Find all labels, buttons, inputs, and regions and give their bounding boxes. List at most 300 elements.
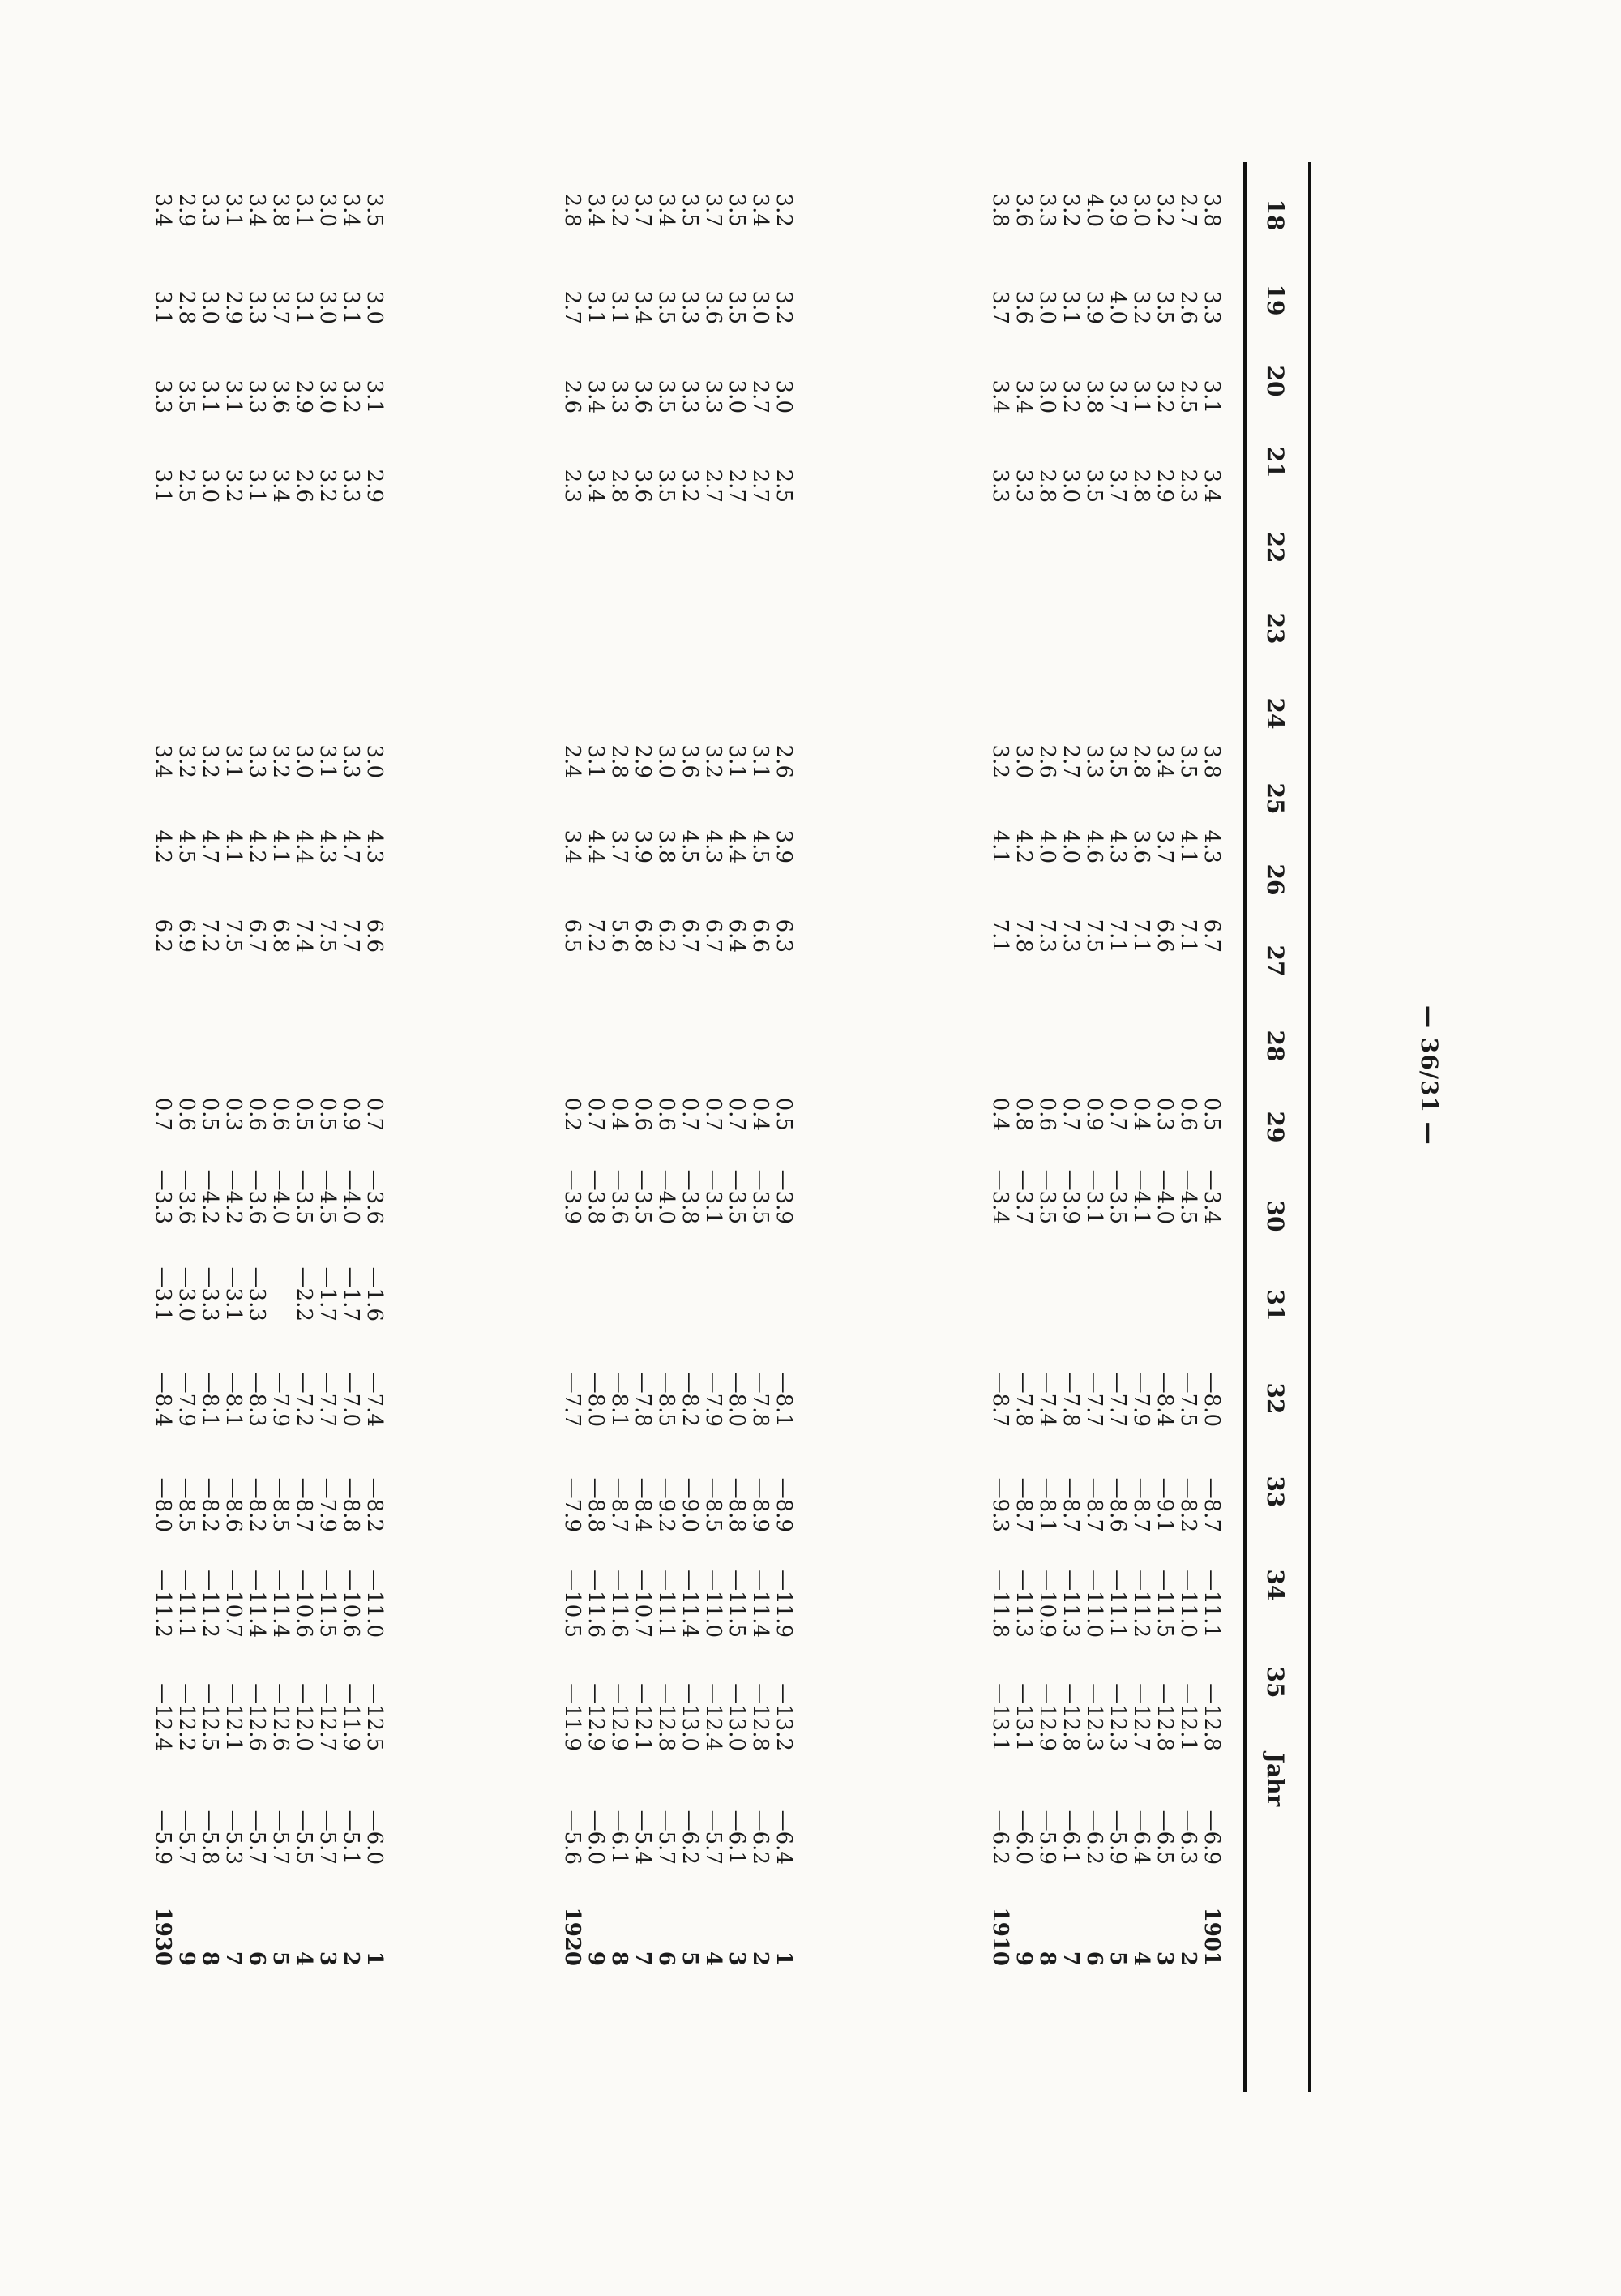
table-cell: 3.2 (772, 290, 796, 324)
table-cell: 3.3 (678, 290, 702, 324)
table-cell: —5.3 (221, 1810, 246, 1865)
column-header-29: 29 (1262, 1111, 1289, 1143)
table-cell: 3.1 (315, 744, 340, 778)
table-cell: 3.3 (245, 744, 269, 778)
table-cell: 3.1 (198, 379, 222, 413)
table-cell: —12.9 (1035, 1683, 1059, 1751)
table-cell: —4.5 (315, 1169, 340, 1224)
table-cell: 2.8 (174, 290, 199, 324)
table-cell: 6.7 (678, 919, 702, 953)
table-cell: —8.7 (292, 1477, 316, 1532)
table-cell: —8.9 (748, 1477, 772, 1532)
table-cell: —6.5 (1153, 1810, 1177, 1865)
column-header-30: 30 (1262, 1200, 1289, 1232)
table-cell: 0.4 (988, 1097, 1012, 1131)
table-cell: 2.8 (560, 193, 584, 227)
table-cell: 3.2 (1153, 379, 1177, 413)
table-cell: 0.6 (654, 1097, 678, 1131)
table-cell: 0.5 (1200, 1097, 1224, 1131)
table-cell: —12.1 (631, 1683, 655, 1751)
table-cell: —12.2 (174, 1683, 199, 1751)
table-cell: 7.1 (1129, 919, 1153, 953)
table-cell: —11.3 (1059, 1570, 1083, 1638)
table-cell: —13.0 (725, 1683, 749, 1751)
table-cell: —8.1 (607, 1372, 631, 1427)
table-cell: 3.3 (1035, 193, 1059, 227)
table-cell: 3.8 (1082, 379, 1106, 413)
table-cell: —10.6 (339, 1570, 363, 1638)
table-cell: 4.0 (1059, 829, 1083, 863)
table-cell: 3.2 (174, 744, 199, 778)
table-cell: 3.2 (268, 744, 293, 778)
table-cell-year: 5 (678, 1951, 702, 1966)
table-cell: —6.2 (678, 1810, 702, 1865)
table-cell: —8.6 (221, 1477, 246, 1532)
table-cell: —8.7 (1012, 1477, 1036, 1532)
table-cell: 3.1 (1059, 290, 1083, 324)
table-cell: —7.7 (1082, 1372, 1106, 1427)
table-cell: 3.5 (725, 290, 749, 324)
table-cell: 2.8 (1129, 744, 1153, 778)
table-cell: 2.5 (1176, 379, 1200, 413)
table-cell: 6.3 (772, 919, 796, 953)
table-cell: —6.1 (725, 1810, 749, 1865)
table-cell: 3.8 (268, 193, 293, 227)
table-cell: 3.0 (315, 193, 340, 227)
table-cell: 3.3 (607, 379, 631, 413)
table-cell: —4.0 (339, 1169, 363, 1224)
table-cell: 6.2 (151, 919, 175, 953)
table-cell: 3.0 (198, 469, 222, 503)
table-cell: 4.4 (584, 829, 608, 863)
column-header-28: 28 (1262, 1030, 1289, 1062)
table-cell: 0.9 (1082, 1097, 1106, 1131)
table-cell: 6.6 (748, 919, 772, 953)
table-cell: —3.6 (607, 1169, 631, 1224)
table-cell: 3.6 (631, 469, 655, 503)
table-cell-year: 7 (631, 1951, 655, 1966)
table-cell: 0.5 (315, 1097, 340, 1131)
table-cell: 3.2 (772, 193, 796, 227)
table-cell: 4.4 (725, 829, 749, 863)
table-cell: 3.1 (221, 379, 246, 413)
table-cell: 6.5 (560, 919, 584, 953)
table-cell: 2.4 (560, 744, 584, 778)
table-cell: 3.1 (292, 193, 316, 227)
table-cell: 3.6 (678, 744, 702, 778)
table-cell: 3.8 (988, 193, 1012, 227)
table-cell: —10.9 (1035, 1570, 1059, 1638)
table-cell: —8.4 (151, 1372, 175, 1427)
table-cell: 2.9 (1153, 469, 1177, 503)
table-cell: —11.4 (678, 1570, 702, 1638)
table-cell: 0.5 (198, 1097, 222, 1131)
table-cell: —3.5 (631, 1169, 655, 1224)
table-cell: —3.1 (1082, 1169, 1106, 1224)
table-cell: —8.0 (584, 1372, 608, 1427)
table-cell: —7.9 (560, 1477, 584, 1532)
table-cell: —3.1 (701, 1169, 725, 1224)
table-cell: —12.4 (151, 1683, 175, 1751)
table-cell: —7.9 (268, 1372, 293, 1427)
table-cell: 0.7 (678, 1097, 702, 1131)
table-cell: 0.6 (245, 1097, 269, 1131)
table-cell: 3.9 (1106, 193, 1130, 227)
column-header-23: 23 (1262, 612, 1289, 645)
table-cell: 3.1 (292, 290, 316, 324)
table-cell: 6.4 (725, 919, 749, 953)
table-cell: 6.2 (654, 919, 678, 953)
table-cell: 3.8 (1200, 744, 1224, 778)
table-cell: 3.7 (1106, 469, 1130, 503)
table-cell: 6.9 (174, 919, 199, 953)
table-cell: 3.1 (1200, 379, 1224, 413)
table-cell: 3.5 (654, 379, 678, 413)
table-cell: —7.8 (1012, 1372, 1036, 1427)
table-cell-year: 2 (339, 1951, 363, 1966)
table-cell: —12.8 (1153, 1683, 1177, 1751)
table-cell: 3.4 (151, 744, 175, 778)
table-cell: 2.5 (772, 469, 796, 503)
table-cell: 7.8 (1012, 919, 1036, 953)
table-cell-year: 4 (701, 1951, 725, 1966)
table-cell: 3.0 (654, 744, 678, 778)
table-cell: 3.7 (1153, 829, 1177, 863)
table-cell: —3.6 (245, 1169, 269, 1224)
table-cell: —3.3 (245, 1266, 269, 1321)
table-cell: —12.8 (1200, 1683, 1224, 1751)
table-cell: 2.3 (560, 469, 584, 503)
table-cell: —6.1 (607, 1810, 631, 1865)
table-cell: —7.4 (1035, 1372, 1059, 1427)
table-cell: —7.9 (315, 1477, 340, 1532)
table-cell-year: 9 (174, 1951, 199, 1966)
table-cell: —11.9 (772, 1570, 796, 1638)
table-cell: 3.9 (1082, 290, 1106, 324)
table-cell: —5.7 (315, 1810, 340, 1865)
table-cell: —8.5 (174, 1477, 199, 1532)
table-cell: 3.1 (221, 193, 246, 227)
table-cell-year: 4 (1129, 1951, 1153, 1966)
table-cell: 3.7 (701, 193, 725, 227)
table-cell: —8.1 (772, 1372, 796, 1427)
table-cell: 3.3 (1012, 469, 1036, 503)
table-cell: —12.5 (198, 1683, 222, 1751)
table-cell: 4.7 (339, 829, 363, 863)
table-cell: 3.7 (607, 829, 631, 863)
table-cell: —8.3 (245, 1372, 269, 1427)
table-cell: 3.5 (654, 290, 678, 324)
table-cell: —12.1 (1176, 1683, 1200, 1751)
table-cell: —12.4 (701, 1683, 725, 1751)
table-cell: —8.1 (221, 1372, 246, 1427)
table-cell: —3.9 (1059, 1169, 1083, 1224)
table-cell: 2.6 (1176, 290, 1200, 324)
table-cell: —12.9 (607, 1683, 631, 1751)
table-cell: 7.2 (584, 919, 608, 953)
table-cell: 3.0 (315, 379, 340, 413)
table-cell: —5.9 (1106, 1810, 1130, 1865)
table-cell: 2.6 (1035, 744, 1059, 778)
table-cell: —4.0 (268, 1169, 293, 1224)
table-cell: 6.7 (245, 919, 269, 953)
table-cell: 7.3 (1059, 919, 1083, 953)
table-cell: —8.7 (1129, 1477, 1153, 1532)
table-cell: —9.0 (678, 1477, 702, 1532)
table-cell: —3.3 (151, 1169, 175, 1224)
column-header-32: 32 (1262, 1382, 1289, 1415)
table-cell: —11.1 (174, 1570, 199, 1638)
table-cell: 4.1 (221, 829, 246, 863)
table-cell: —12.6 (245, 1683, 269, 1751)
table-cell: 3.4 (245, 193, 269, 227)
table-cell: 3.7 (268, 290, 293, 324)
table-cell: —3.1 (151, 1266, 175, 1321)
table-cell-year: 1901 (1200, 1907, 1224, 1966)
table-cell: —6.0 (362, 1810, 387, 1865)
table-cell: —4.1 (1129, 1169, 1153, 1224)
table-cell: —8.6 (1106, 1477, 1130, 1532)
table-cell: 3.3 (245, 379, 269, 413)
table-cell: 0.7 (1059, 1097, 1083, 1131)
table-cell-year: 2 (1176, 1951, 1200, 1966)
table-cell: 2.7 (701, 469, 725, 503)
table-top-rule (1308, 162, 1311, 2092)
table-cell: 0.4 (1129, 1097, 1153, 1131)
table-cell: 3.6 (1012, 193, 1036, 227)
table-cell: —6.3 (1176, 1810, 1200, 1865)
table-cell: 3.2 (678, 469, 702, 503)
table-cell: 3.4 (560, 829, 584, 863)
table-cell: 3.6 (1012, 290, 1036, 324)
table-cell: —8.2 (245, 1477, 269, 1532)
table-cell: —7.8 (748, 1372, 772, 1427)
column-header-22: 22 (1262, 531, 1289, 563)
table-cell: —5.7 (174, 1810, 199, 1865)
table-cell: 0.2 (560, 1097, 584, 1131)
table-cell: 3.0 (725, 379, 749, 413)
table-cell: 2.8 (1129, 469, 1153, 503)
table-cell: —8.7 (1082, 1477, 1106, 1532)
table-cell: 3.1 (1129, 379, 1153, 413)
table-cell: —11.0 (362, 1570, 387, 1638)
table-cell: —6.2 (1082, 1810, 1106, 1865)
table-cell: —9.3 (988, 1477, 1012, 1532)
table-cell: 5.6 (607, 919, 631, 953)
table-cell: 0.7 (362, 1097, 387, 1131)
table-cell: 7.1 (988, 919, 1012, 953)
table-cell: 3.0 (362, 744, 387, 778)
table-cell: —11.1 (1106, 1570, 1130, 1638)
table-cell: 2.7 (1176, 193, 1200, 227)
table-cell: 3.4 (631, 290, 655, 324)
table-cell: 4.2 (245, 829, 269, 863)
table-cell: 3.2 (988, 744, 1012, 778)
table-cell: 3.0 (315, 290, 340, 324)
table-cell: 6.6 (1153, 919, 1177, 953)
table-cell: 0.7 (584, 1097, 608, 1131)
table-cell-year: 8 (198, 1951, 222, 1966)
table-cell: 4.1 (268, 829, 293, 863)
table-cell: —5.1 (339, 1810, 363, 1865)
table-cell: —11.3 (1012, 1570, 1036, 1638)
table-cell: —4.0 (654, 1169, 678, 1224)
table-cell: 3.2 (1059, 379, 1083, 413)
table-cell: —11.5 (725, 1570, 749, 1638)
table-cell-year: 3 (1153, 1951, 1177, 1966)
table-cell: —6.4 (772, 1810, 796, 1865)
table-cell: 7.7 (339, 919, 363, 953)
table-cell: —11.4 (268, 1570, 293, 1638)
table-cell-year: 3 (725, 1951, 749, 1966)
table-cell: —12.1 (221, 1683, 246, 1751)
table-cell: 2.9 (174, 193, 199, 227)
table-cell: 3.3 (245, 290, 269, 324)
table-cell: 3.7 (631, 193, 655, 227)
table-cell: —6.2 (748, 1810, 772, 1865)
column-header-25: 25 (1262, 782, 1289, 815)
table-cell: 3.5 (725, 193, 749, 227)
table-cell: 0.4 (607, 1097, 631, 1131)
table-cell-year: 1920 (560, 1907, 584, 1966)
column-header-35: 35 (1262, 1666, 1289, 1698)
table-cell: 3.0 (1035, 290, 1059, 324)
table-cell: 3.4 (584, 193, 608, 227)
table-cell: —3.0 (174, 1266, 199, 1321)
table-cell: —7.8 (631, 1372, 655, 1427)
table-cell: 3.9 (631, 829, 655, 863)
table-cell: —6.0 (584, 1810, 608, 1865)
table-cell: —4.0 (1153, 1169, 1177, 1224)
table-cell: 3.0 (292, 744, 316, 778)
table-cell: —8.5 (701, 1477, 725, 1532)
table-cell: —11.0 (1176, 1570, 1200, 1638)
table-cell: 3.1 (151, 469, 175, 503)
table-cell: 7.5 (221, 919, 246, 953)
table-cell: —7.7 (1106, 1372, 1130, 1427)
table-cell: —13.2 (772, 1683, 796, 1751)
table-cell: 2.7 (560, 290, 584, 324)
table-cell-year: 6 (245, 1951, 269, 1966)
table-cell: —3.5 (292, 1169, 316, 1224)
table-cell: —6.2 (988, 1810, 1012, 1865)
table-cell: —12.8 (654, 1683, 678, 1751)
column-header-19: 19 (1262, 284, 1289, 316)
table-cell: —6.1 (1059, 1810, 1083, 1865)
table-cell: 4.5 (748, 829, 772, 863)
table-cell: —9.1 (1153, 1477, 1177, 1532)
table-cell: —11.5 (315, 1570, 340, 1638)
table-cell: 0.3 (1153, 1097, 1177, 1131)
table-cell: —11.5 (1153, 1570, 1177, 1638)
table-cell-year: 5 (268, 1951, 293, 1966)
table-cell: 4.3 (1106, 829, 1130, 863)
table-cell: —8.5 (268, 1477, 293, 1532)
table-cell: 3.1 (607, 290, 631, 324)
table-cell: —8.7 (988, 1372, 1012, 1427)
table-cell: 0.9 (339, 1097, 363, 1131)
table-cell: 3.3 (339, 469, 363, 503)
table-cell: —13.1 (1012, 1683, 1036, 1751)
column-header-26: 26 (1262, 863, 1289, 896)
table-cell: 4.5 (174, 829, 199, 863)
table-cell: 0.7 (725, 1097, 749, 1131)
table-cell-year: 1 (362, 1951, 387, 1966)
table-cell: —7.7 (315, 1372, 340, 1427)
table-cell: —3.5 (1035, 1169, 1059, 1224)
table-cell: —11.4 (245, 1570, 269, 1638)
table-cell: —11.9 (339, 1683, 363, 1751)
table-cell: 0.7 (151, 1097, 175, 1131)
table-cell: 0.8 (1012, 1097, 1036, 1131)
table-cell: —10.5 (560, 1570, 584, 1638)
table-cell: 4.5 (678, 829, 702, 863)
column-header-21: 21 (1262, 446, 1289, 478)
table-cell: 3.4 (268, 469, 293, 503)
table-cell: 0.6 (174, 1097, 199, 1131)
table-cell: 0.5 (772, 1097, 796, 1131)
table-cell: 4.7 (198, 829, 222, 863)
table-cell: 3.3 (701, 379, 725, 413)
table-cell: 3.2 (315, 469, 340, 503)
table-cell: —9.2 (654, 1477, 678, 1532)
table-cell: —3.1 (221, 1266, 246, 1321)
table-cell: 6.7 (701, 919, 725, 953)
table-cell: —5.9 (151, 1810, 175, 1865)
table-cell-year: 1 (772, 1951, 796, 1966)
table-cell: 4.4 (292, 829, 316, 863)
table-cell: 3.1 (221, 744, 246, 778)
table-cell-year: 4 (292, 1951, 316, 1966)
table-cell: —10.7 (221, 1570, 246, 1638)
table-cell: 3.2 (198, 744, 222, 778)
table-cell: —5.7 (701, 1810, 725, 1865)
table-cell: —12.7 (1129, 1683, 1153, 1751)
table-cell: 2.9 (292, 379, 316, 413)
table-cell: 2.9 (631, 744, 655, 778)
table-cell: —8.0 (1200, 1372, 1224, 1427)
table-cell: 2.8 (1035, 469, 1059, 503)
table-cell: 3.7 (988, 290, 1012, 324)
table-cell: —8.8 (339, 1477, 363, 1532)
table-cell: —3.9 (772, 1169, 796, 1224)
table-cell: —7.5 (1176, 1372, 1200, 1427)
table-cell: 3.6 (268, 379, 293, 413)
table-cell: 3.4 (654, 193, 678, 227)
table-cell-year: 2 (748, 1951, 772, 1966)
table-cell: —11.0 (701, 1570, 725, 1638)
table-cell: —3.8 (678, 1169, 702, 1224)
table-cell: —12.3 (1082, 1683, 1106, 1751)
table-cell: —1.6 (362, 1266, 387, 1321)
table-cell: —5.9 (1035, 1810, 1059, 1865)
table-cell: 3.2 (1153, 193, 1177, 227)
table-cell: 7.3 (1035, 919, 1059, 953)
table-cell: 3.4 (584, 469, 608, 503)
table-cell: —8.8 (725, 1477, 749, 1532)
table-cell-year: 6 (1082, 1951, 1106, 1966)
table-cell: —11.9 (560, 1683, 584, 1751)
table-cell: —3.4 (988, 1169, 1012, 1224)
table-cell: 0.6 (631, 1097, 655, 1131)
table-cell: 3.5 (1176, 744, 1200, 778)
table-cell: 4.3 (701, 829, 725, 863)
table-cell: 4.3 (1200, 829, 1224, 863)
table-cell: —11.2 (198, 1570, 222, 1638)
table-cell: —12.5 (362, 1683, 387, 1751)
table-cell: 3.5 (1082, 469, 1106, 503)
table-cell: 2.6 (772, 744, 796, 778)
